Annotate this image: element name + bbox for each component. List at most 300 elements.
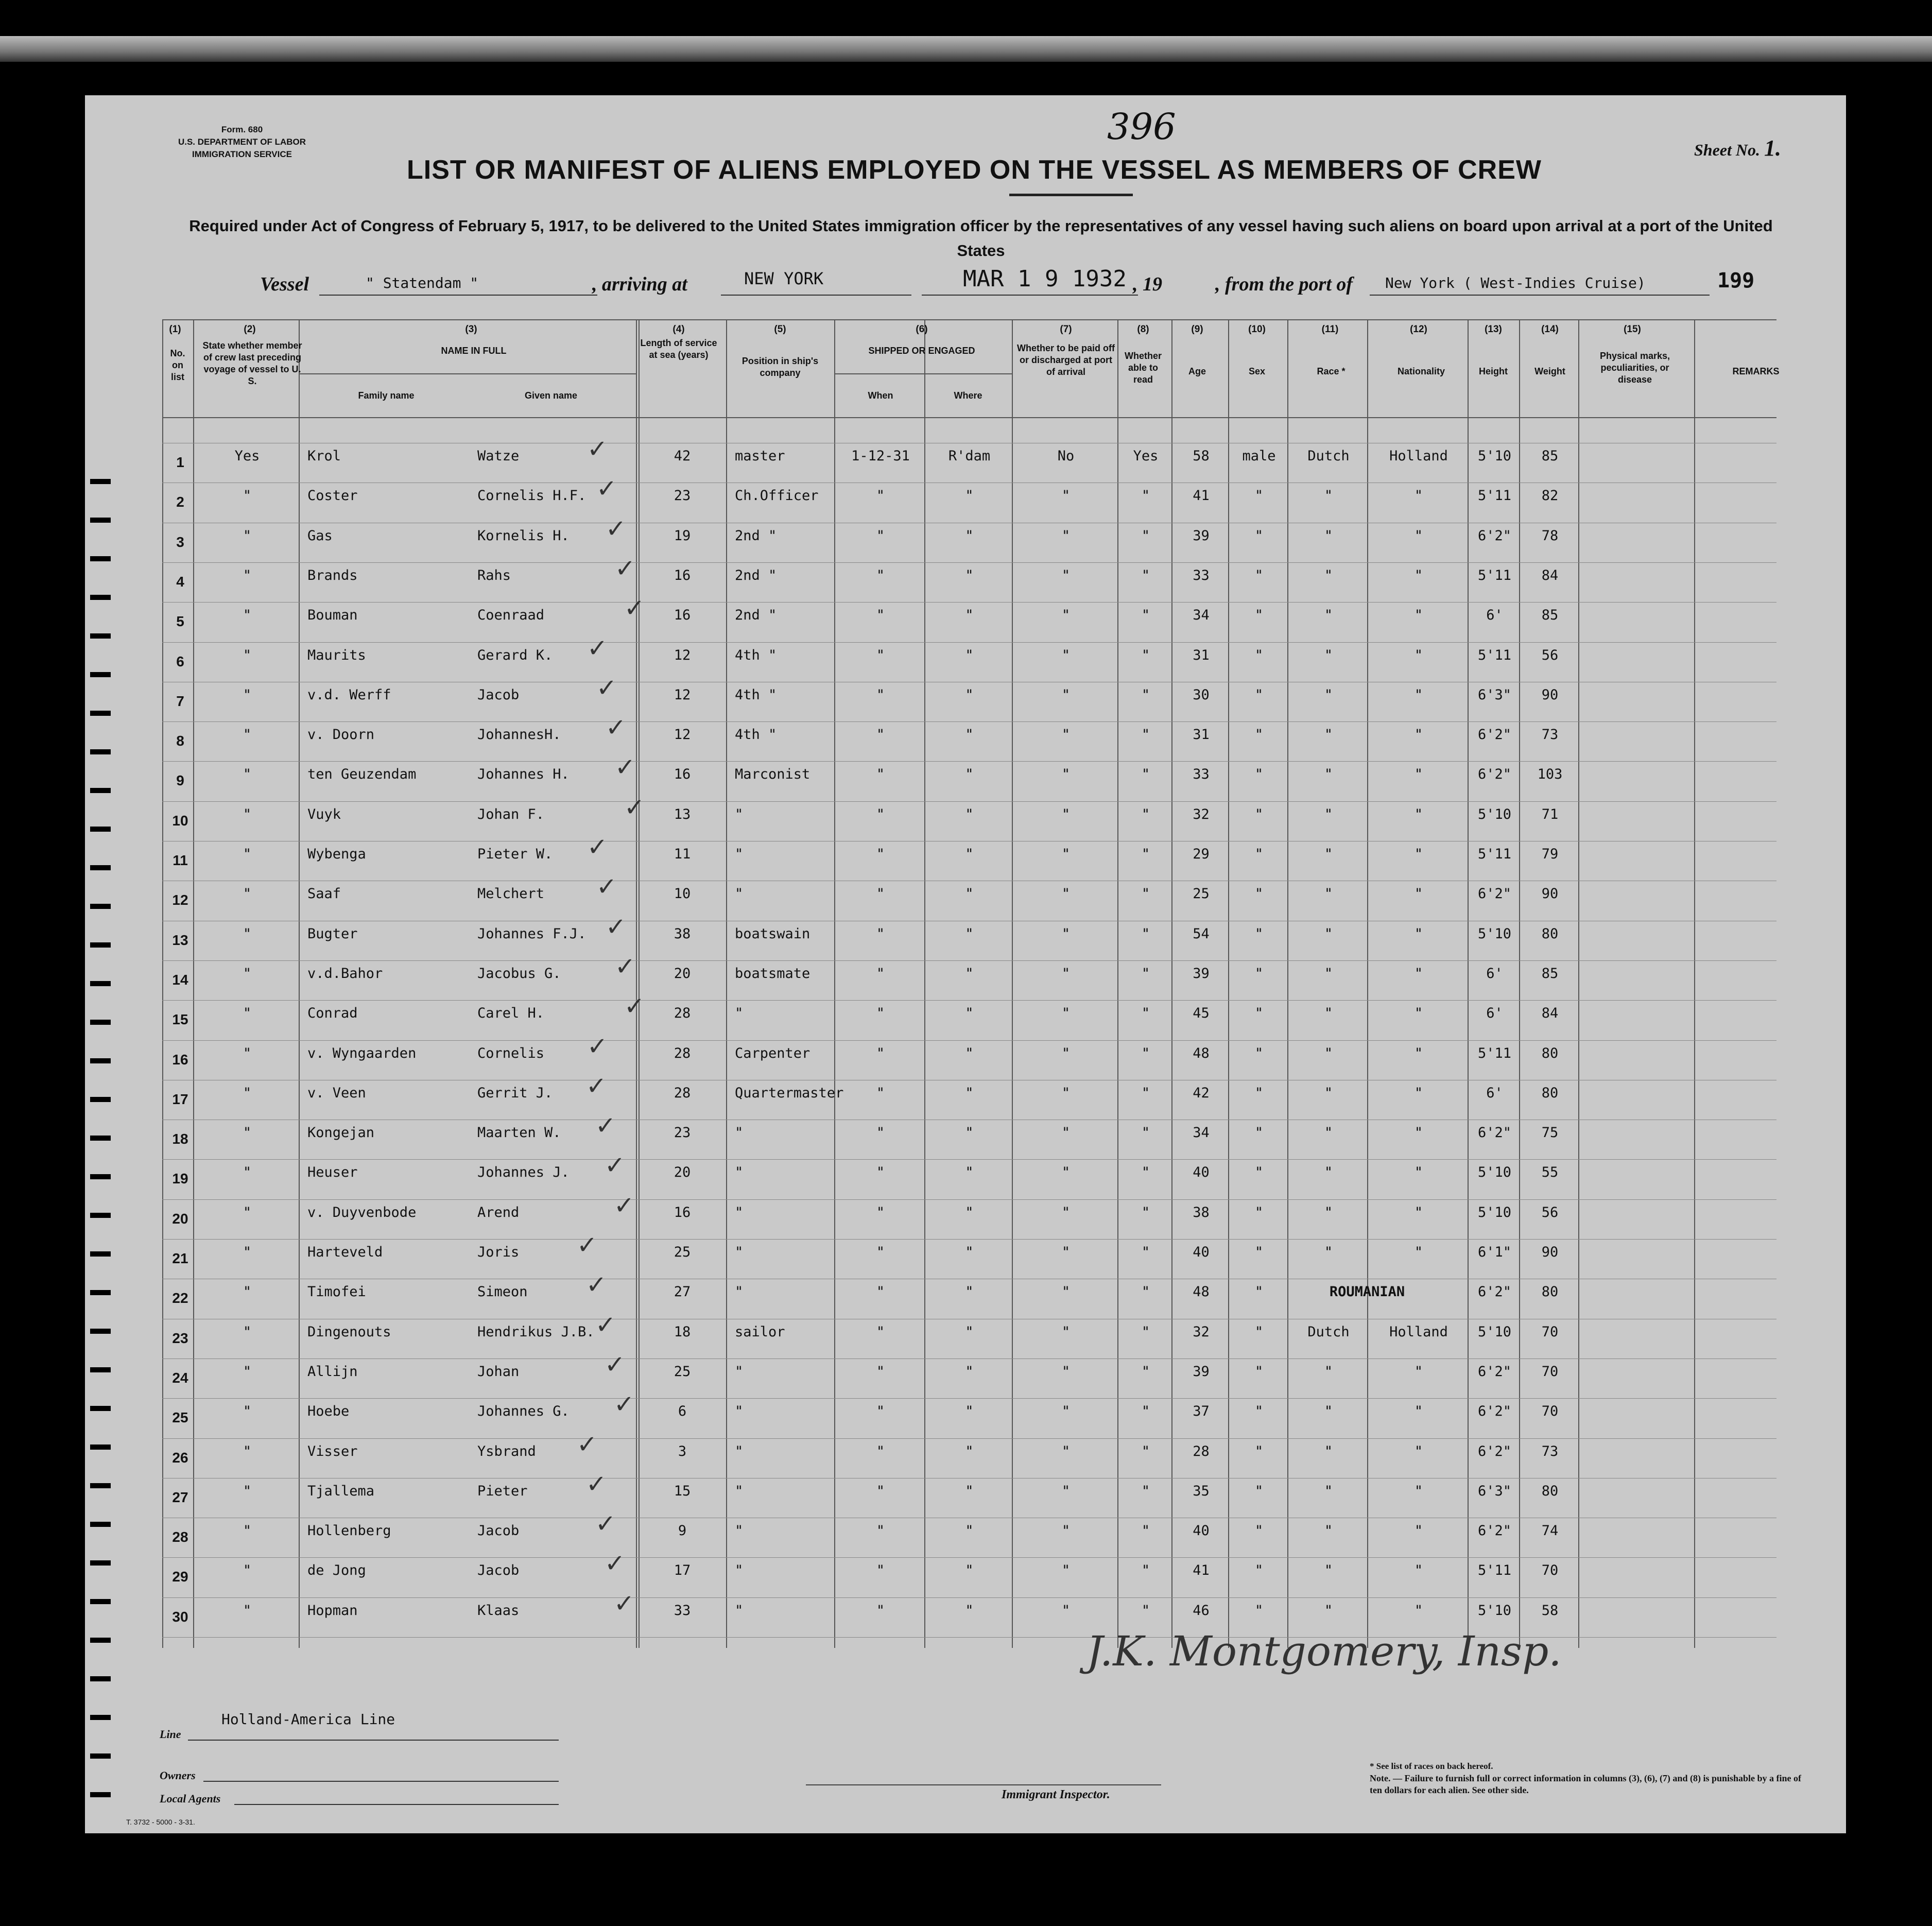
cell-ht: 6'2" (1477, 1523, 1512, 1539)
check-mark-icon: ✓ (606, 514, 627, 543)
row-number: 27 (172, 1489, 188, 1505)
row-rule (162, 1239, 1776, 1240)
cell-paid: " (1061, 727, 1071, 743)
cell-svc: 16 (674, 568, 691, 583)
check-mark-icon: ✓ (586, 1470, 607, 1499)
cell-race: " (1324, 607, 1333, 623)
cell-when: " (876, 647, 885, 663)
cell-pos: " (735, 1443, 744, 1459)
cell-pos: " (735, 1164, 744, 1180)
cell-age: 41 (1193, 1562, 1210, 1578)
cell-when: " (876, 1603, 885, 1619)
cell-when: " (876, 926, 885, 942)
cell-given: Joris (477, 1244, 520, 1260)
cell-prev: " (243, 846, 252, 862)
cell-svc: 23 (674, 488, 691, 504)
row-number: 14 (172, 972, 188, 988)
cell-ht: 6'1" (1477, 1244, 1512, 1260)
cell-when: " (876, 1125, 885, 1141)
cell-wt: 70 (1541, 1562, 1559, 1578)
cell-wt: 85 (1541, 607, 1559, 623)
cell-wt: 80 (1541, 1085, 1559, 1101)
cell-ht: 6'2" (1477, 1284, 1512, 1300)
cell-read: " (1141, 1324, 1150, 1340)
row-number: 26 (172, 1450, 188, 1466)
cell-wt: 80 (1541, 1284, 1559, 1300)
cell-ht: 6'2" (1477, 766, 1512, 782)
cell-svc: 12 (674, 647, 691, 663)
cell-pos: sailor (735, 1324, 785, 1340)
row-number: 24 (172, 1370, 188, 1386)
cell-paid: " (1061, 1244, 1071, 1260)
cell-nat: Holland (1389, 1324, 1448, 1340)
cell-given: Maarten W. (477, 1125, 561, 1141)
from-underline (1370, 295, 1710, 296)
cell-when: 1-12-31 (851, 448, 910, 464)
form-number: Form. 680 (221, 125, 263, 134)
service: IMMIGRATION SERVICE (192, 149, 292, 159)
cell-family: Harteveld (307, 1244, 383, 1260)
cell-sex: " (1254, 528, 1264, 544)
cell-ht: 5'11 (1477, 568, 1512, 583)
cell-ht: 5'11 (1477, 1562, 1512, 1578)
cell-prev: " (243, 687, 252, 703)
cell-family: Timofei (307, 1284, 366, 1300)
cell-family: Heuser (307, 1164, 358, 1180)
vessel-name: " Statendam " (366, 274, 479, 291)
cell-where: " (965, 647, 974, 663)
row-number: 1 (176, 454, 184, 470)
cell-prev: " (243, 607, 252, 623)
cell-paid: " (1061, 1364, 1071, 1380)
cell-race: " (1324, 886, 1333, 902)
cell-when: " (876, 528, 885, 544)
cell-age: 40 (1193, 1523, 1210, 1539)
cell-pos: " (735, 1562, 744, 1578)
cell-nat: " (1414, 886, 1423, 902)
cell-when: " (876, 806, 885, 822)
cell-paid: " (1061, 1085, 1071, 1101)
cell-read: " (1141, 1045, 1150, 1061)
cell-read: " (1141, 1523, 1150, 1539)
check-mark-icon: ✓ (615, 952, 636, 981)
cell-paid: " (1061, 1603, 1071, 1619)
cell-family: Gas (307, 528, 333, 544)
cell-svc: 19 (674, 528, 691, 544)
cell-svc: 13 (674, 806, 691, 822)
cell-nat: " (1414, 926, 1423, 942)
cell-ht: 6'2" (1477, 528, 1512, 544)
cell-sex: " (1254, 568, 1264, 583)
cell-pos: 2nd " (735, 528, 777, 544)
row-number: 16 (172, 1052, 188, 1068)
row-number: 4 (176, 574, 184, 590)
cell-svc: 16 (674, 1205, 691, 1220)
col-remarks: REMARKS (1732, 366, 1780, 376)
cell-where: " (965, 1164, 974, 1180)
cell-when: " (876, 1085, 885, 1101)
cell-ht: 5'10 (1477, 1164, 1512, 1180)
cell-nat: " (1414, 1164, 1423, 1180)
cell-prev: " (243, 1125, 252, 1141)
cell-pos: " (735, 806, 744, 822)
cell-when: " (876, 766, 885, 782)
cell-family: v. Wyngaarden (307, 1045, 417, 1061)
cell-prev: " (243, 647, 252, 663)
cell-svc: 11 (674, 846, 691, 862)
cell-nat: " (1414, 966, 1423, 982)
col-num-6: (6) (916, 324, 928, 335)
cell-where: " (965, 1324, 974, 1340)
col-num-2: (2) (244, 324, 256, 335)
cell-given: Melchert (477, 886, 545, 902)
cell-prev: " (243, 1364, 252, 1380)
cell-read: " (1141, 1562, 1150, 1578)
from-port-label: , from the port of (1215, 273, 1353, 295)
cell-paid: " (1061, 1164, 1071, 1180)
cell-wt: 84 (1541, 568, 1559, 583)
cell-age: 58 (1193, 448, 1210, 464)
cell-prev: " (243, 1005, 252, 1021)
check-mark-icon: ✓ (615, 554, 636, 583)
row-number: 13 (172, 932, 188, 948)
cell-wt: 56 (1541, 647, 1559, 663)
cell-pos: master (735, 448, 785, 464)
cell-where: " (965, 727, 974, 743)
check-mark-icon: ✓ (587, 634, 608, 663)
cell-given: Coenraad (477, 607, 545, 623)
col-physical: Physical marks, peculiarities, or disease (1599, 351, 1670, 385)
page-subtitle: Required under Act of Congress of February 5, 1917, to be delivered to the United States immigration officer by the representatives of any vessel having such aliens on board upon arrival at a port of the United States (189, 217, 1773, 260)
cell-ht: 6'2" (1477, 727, 1512, 743)
cell-prev: " (243, 1403, 252, 1419)
column-divider (924, 319, 925, 1648)
cell-given: Jacob (477, 687, 520, 703)
vessel-underline (319, 295, 597, 296)
cell-svc: 25 (674, 1244, 691, 1260)
col-where: Where (954, 390, 982, 401)
sheet-number (1694, 135, 1781, 161)
cell-nat: " (1414, 488, 1423, 504)
cell-race: " (1324, 488, 1333, 504)
cell-age: 33 (1193, 766, 1210, 782)
check-mark-icon: ✓ (614, 1191, 635, 1220)
cell-when: " (876, 727, 885, 743)
check-mark-icon: ✓ (624, 793, 645, 822)
cell-pos: " (735, 1244, 744, 1260)
cell-ht: 6'2" (1477, 1364, 1512, 1380)
cell-sex: " (1254, 1562, 1264, 1578)
cell-age: 39 (1193, 528, 1210, 544)
cell-age: 37 (1193, 1403, 1210, 1419)
column-divider (726, 319, 727, 1648)
cell-read: " (1141, 568, 1150, 583)
cell-family: Hoebe (307, 1403, 350, 1419)
cell-sex: " (1254, 1005, 1264, 1021)
cell-pos: Ch.Officer (735, 488, 819, 504)
sheet-label: Sheet No. (1694, 141, 1760, 159)
cell-read: " (1141, 1284, 1150, 1300)
col-sex: Sex (1248, 366, 1266, 376)
cell-svc: 9 (678, 1523, 687, 1539)
cell-family: Maurits (307, 647, 366, 663)
cell-sex: " (1254, 966, 1264, 982)
cell-sex: " (1254, 1603, 1264, 1619)
cell-given: Jacob (477, 1523, 520, 1539)
cell-nat: " (1414, 1523, 1423, 1539)
column-divider (1694, 319, 1695, 1648)
cell-nat: " (1414, 766, 1423, 782)
cell-pos: Quartermaster (735, 1085, 844, 1101)
cell-where: " (965, 886, 974, 902)
cell-svc: 20 (674, 1164, 691, 1180)
cell-race: " (1324, 1483, 1333, 1499)
col-num-9: (9) (1191, 324, 1203, 335)
col-weight: Weight (1534, 366, 1565, 376)
cell-nat: " (1414, 1443, 1423, 1459)
cell-pos: 4th " (735, 687, 777, 703)
cell-when: " (876, 607, 885, 623)
row-number: 25 (172, 1409, 188, 1425)
cell-family: Bugter (307, 926, 358, 942)
row-number: 2 (176, 494, 184, 510)
cell-race: " (1324, 1603, 1333, 1619)
cell-sex: " (1254, 607, 1264, 623)
row-rule (162, 761, 1776, 762)
cell-race: " (1324, 1562, 1333, 1578)
row-number: 20 (172, 1211, 188, 1227)
cell-ht: 5'10 (1477, 448, 1512, 464)
cell-where: " (965, 607, 974, 623)
cell-prev: " (243, 528, 252, 544)
cell-where: " (965, 926, 974, 942)
cell-when: " (876, 846, 885, 862)
cell-svc: 3 (678, 1443, 687, 1459)
cell-nat: " (1414, 1205, 1423, 1220)
cell-paid: " (1061, 687, 1071, 703)
cell-age: 40 (1193, 1244, 1210, 1260)
cell-sex: " (1254, 1443, 1264, 1459)
cell-given: Kornelis H. (477, 528, 570, 544)
department: U.S. DEPARTMENT OF LABOR (178, 137, 306, 147)
cell-prev: " (243, 1562, 252, 1578)
col-state-whether: State whether member of crew last preceding voyage of vessel to U. S. (202, 340, 302, 386)
cell-wt: 90 (1541, 886, 1559, 902)
cell-given: Pieter W. (477, 846, 553, 862)
date-stamp: MAR 1 9 1932 (963, 266, 1127, 292)
column-divider (1367, 319, 1368, 1648)
check-mark-icon: ✓ (605, 1549, 626, 1578)
cell-where: " (965, 1364, 974, 1380)
cell-paid: " (1061, 607, 1071, 623)
row-rule (162, 960, 1776, 961)
cell-read: " (1141, 488, 1150, 504)
cell-age: 30 (1193, 687, 1210, 703)
cell-where: " (965, 1045, 974, 1061)
cell-where: " (965, 1562, 974, 1578)
col-num-13: (13) (1485, 324, 1502, 335)
cell-given: Johan F. (477, 806, 545, 822)
cell-given: Ysbrand (477, 1443, 536, 1459)
cell-sex: " (1254, 766, 1264, 782)
cell-wt: 73 (1541, 727, 1559, 743)
cell-nat: Holland (1389, 448, 1448, 464)
cell-race: " (1324, 1523, 1333, 1539)
cell-race: Dutch (1307, 1324, 1350, 1340)
cell-age: 40 (1193, 1164, 1210, 1180)
cell-paid: " (1061, 1562, 1071, 1578)
cell-sex: " (1254, 1205, 1264, 1220)
cell-family: Saaf (307, 886, 341, 902)
cell-given: Johannes H. (477, 766, 570, 782)
cell-age: 48 (1193, 1045, 1210, 1061)
cell-svc: 16 (674, 607, 691, 623)
cell-ht: 6'2" (1477, 886, 1512, 902)
cell-prev: " (243, 1284, 252, 1300)
col-num-7: (7) (1060, 324, 1072, 335)
cell-prev: " (243, 1164, 252, 1180)
inspector-signature: J.K. Montgomery, Insp. (1086, 1627, 1562, 1675)
cell-prev: " (243, 727, 252, 743)
cell-paid: " (1061, 647, 1071, 663)
cell-when: " (876, 1403, 885, 1419)
cell-nat: " (1414, 806, 1423, 822)
cell-given: Gerrit J. (477, 1085, 553, 1101)
cell-where: " (965, 1125, 974, 1141)
row-rule (162, 642, 1776, 643)
cell-family: v. Veen (307, 1085, 366, 1101)
cell-wt: 70 (1541, 1324, 1559, 1340)
cell-prev: " (243, 1085, 252, 1101)
cell-where: " (965, 1443, 974, 1459)
cell-paid: " (1061, 806, 1071, 822)
cell-pos: " (735, 1403, 744, 1419)
row-rule (162, 1159, 1776, 1160)
cell-nat: " (1414, 1085, 1423, 1101)
cell-prev: " (243, 488, 252, 504)
cell-family: Brands (307, 568, 358, 583)
cell-race: " (1324, 528, 1333, 544)
col-num-5: (5) (774, 324, 786, 335)
cell-svc: 38 (674, 926, 691, 942)
cell-race: " (1324, 1403, 1333, 1419)
column-divider (1228, 319, 1229, 1648)
cell-age: 39 (1193, 1364, 1210, 1380)
cell-family: v.d. Werff (307, 687, 391, 703)
cell-given: Arend (477, 1205, 520, 1220)
cell-ht: 5'10 (1477, 1603, 1512, 1619)
line-value: Holland-America Line (221, 1711, 395, 1728)
cell-where: " (965, 1005, 974, 1021)
cell-paid: " (1061, 966, 1071, 982)
row-number: 6 (176, 654, 184, 669)
cell-read: " (1141, 886, 1150, 902)
cell-pos: Carpenter (735, 1045, 810, 1061)
row-number: 11 (173, 852, 188, 868)
cell-wt: 70 (1541, 1403, 1559, 1419)
cell-race: " (1324, 806, 1333, 822)
cell-read: " (1141, 647, 1150, 663)
cell-read: Yes (1133, 448, 1159, 464)
cell-given: Carel H. (477, 1005, 545, 1021)
cell-family: Dingenouts (307, 1324, 391, 1340)
cell-race: " (1324, 727, 1333, 743)
row-number: 30 (172, 1609, 188, 1625)
column-divider (1578, 319, 1579, 1648)
cell-prev: " (243, 1205, 252, 1220)
column-divider (1171, 319, 1172, 1648)
inspector-label: Immigrant Inspector. (1002, 1788, 1110, 1801)
cell-when: " (876, 1045, 885, 1061)
cell-svc: 15 (674, 1483, 691, 1499)
cell-sex: " (1254, 1284, 1264, 1300)
from-port: New York ( West-Indies Cruise) (1385, 274, 1646, 291)
cell-race: " (1324, 687, 1333, 703)
cell-given: Gerard K. (477, 647, 553, 663)
cell-age: 39 (1193, 966, 1210, 982)
cell-wt: 71 (1541, 806, 1559, 822)
row-rule (162, 1199, 1776, 1200)
col-num-12: (12) (1410, 324, 1427, 335)
cell-prev: " (243, 1045, 252, 1061)
cell-nat: " (1414, 1244, 1423, 1260)
cell-pos: " (735, 1483, 744, 1499)
cell-wt: 80 (1541, 1483, 1559, 1499)
row-number: 10 (172, 813, 188, 829)
cell-paid: " (1061, 1403, 1071, 1419)
cell-svc: 42 (674, 448, 691, 464)
cell-race: " (1324, 1205, 1333, 1220)
cell-paid: " (1061, 528, 1071, 544)
cell-race: " (1324, 1085, 1333, 1101)
cell-where: " (965, 1603, 974, 1619)
col-age: Age (1188, 366, 1206, 376)
cell-paid: " (1061, 568, 1071, 583)
cell-paid: " (1061, 1045, 1071, 1061)
cell-nat: " (1414, 1045, 1423, 1061)
cell-pos: " (735, 1603, 744, 1619)
fine-note: Note. — Failure to furnish full or correct information in columns (3), (6), (7) and (8) is punishable by a fine of ten dollars for each alien. See other side. (1370, 1773, 1801, 1795)
col-no-on-list: No. on list (170, 348, 185, 382)
sheet-value: 1. (1764, 135, 1781, 161)
cell-pos: 4th " (735, 647, 777, 663)
col-num-10: (10) (1248, 324, 1266, 335)
check-mark-icon: ✓ (605, 1350, 626, 1379)
cell-pos: " (735, 1364, 744, 1380)
cell-prev: " (243, 1443, 252, 1459)
cell-when: " (876, 1324, 885, 1340)
cell-paid: " (1061, 1125, 1071, 1141)
cell-svc: 25 (674, 1364, 691, 1380)
cell-ht: 6' (1486, 1005, 1503, 1021)
cell-svc: 27 (674, 1284, 691, 1300)
cell-read: " (1141, 1603, 1150, 1619)
cell-age: 28 (1193, 1443, 1210, 1459)
cell-sex: " (1254, 1364, 1264, 1380)
cell-where: " (965, 687, 974, 703)
line-label: Line (160, 1728, 181, 1741)
cell-nat: " (1414, 607, 1423, 623)
cell-ht: 5'10 (1477, 1205, 1512, 1220)
cell-sex: " (1254, 1324, 1264, 1340)
cell-given: Johan (477, 1364, 520, 1380)
cell-read: " (1141, 528, 1150, 544)
check-mark-icon: ✓ (606, 913, 627, 941)
torn-edge (90, 463, 111, 1802)
cell-pos: " (735, 1125, 744, 1141)
cell-age: 31 (1193, 727, 1210, 743)
cell-given: Johannes J. (477, 1164, 570, 1180)
